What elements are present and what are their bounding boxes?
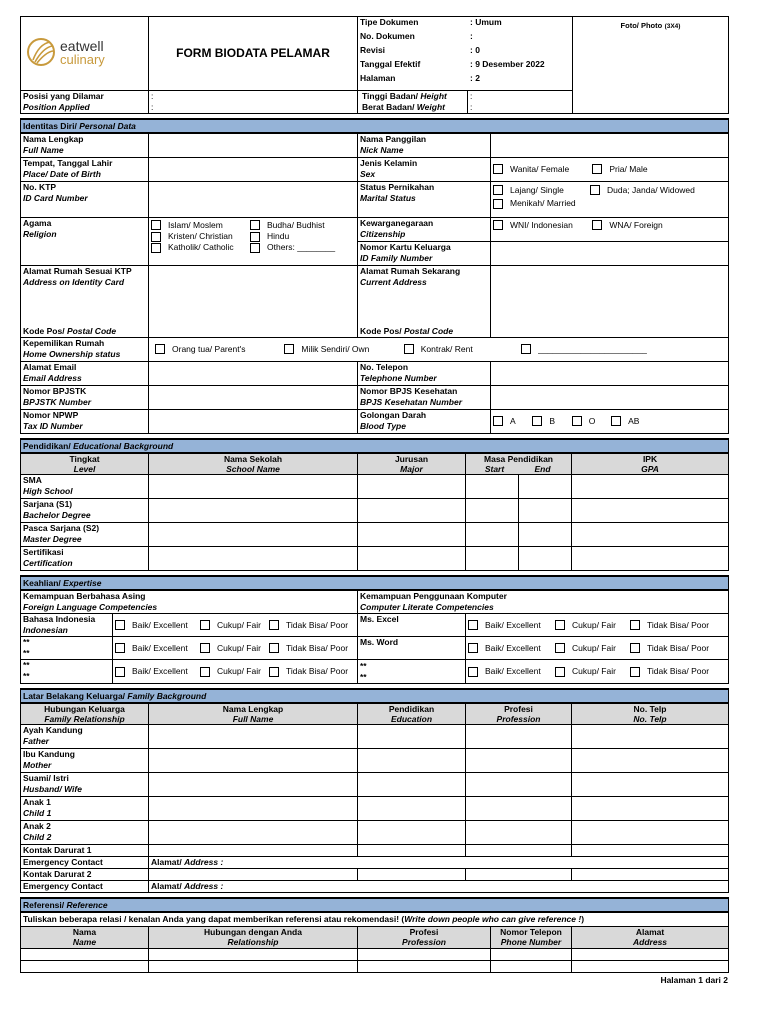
photo-box[interactable]	[573, 17, 729, 114]
fair-checkbox[interactable]	[555, 667, 565, 677]
ktp-input[interactable]	[149, 181, 358, 217]
wni-checkbox[interactable]	[493, 220, 503, 230]
ref-profession-input[interactable]	[358, 961, 491, 973]
end-input[interactable]	[519, 499, 572, 523]
header-full-name: Nama Lengkap Full Name	[149, 703, 358, 725]
gpa-input[interactable]	[572, 547, 729, 571]
fair-checkbox[interactable]	[555, 620, 565, 630]
excellent-checkbox[interactable]	[468, 620, 478, 630]
label-nick-name: Nama Panggilan Nick Name	[358, 133, 491, 157]
option-label: Cukup/ Fair	[572, 666, 616, 677]
ref-address-input[interactable]	[572, 949, 729, 961]
education-level: Sertifikasi Certification	[21, 547, 149, 571]
hindu-checkbox[interactable]	[250, 232, 260, 242]
family-relation: Anak 1 Child 1	[21, 797, 149, 821]
option-label: Baik/ Excellent	[132, 619, 188, 630]
label-home-ownership: Kepemilikan Rumah Home Ownership status	[21, 337, 149, 361]
end-input[interactable]	[519, 475, 572, 499]
excellent-checkbox[interactable]	[115, 620, 125, 630]
major-input[interactable]	[358, 499, 466, 523]
emergency-1-education-input[interactable]	[358, 845, 466, 857]
family-relation: Suami/ Istri Husband/ Wife	[21, 773, 149, 797]
school-input[interactable]	[149, 523, 358, 547]
meta-label: Tipe Dokumen	[360, 17, 419, 27]
option-label: Tidak Bisa/ Poor	[647, 642, 710, 653]
meta-label: Halaman	[360, 73, 396, 83]
header-period: Masa Pendidikan Start End	[466, 453, 572, 475]
option-label: Cukup/ Fair	[217, 619, 261, 630]
language-rating	[113, 660, 358, 684]
family-phone-input[interactable]	[572, 749, 729, 773]
parents-checkbox[interactable]	[155, 344, 165, 354]
major-input[interactable]	[358, 475, 466, 499]
blood-b-checkbox[interactable]	[532, 416, 542, 426]
option-label: Katholik/ Catholic	[168, 242, 234, 253]
option-label: Kristen/ Christian	[168, 231, 233, 241]
poor-checkbox[interactable]	[269, 620, 279, 630]
label-language: Kemampuan Berbahasa Asing Foreign Language Competencies	[21, 590, 358, 614]
ref-phone-input[interactable]	[491, 949, 572, 961]
option-label: Menikah/ Married	[510, 198, 576, 208]
single-checkbox[interactable]	[493, 185, 503, 195]
option-label: Milik Sendiri/ Own	[301, 343, 370, 354]
emergency-2-profession-input[interactable]	[466, 869, 572, 881]
emergency-2-phone-input[interactable]	[572, 869, 729, 881]
citizenship-options	[491, 217, 729, 241]
photo-size: (3X4)	[664, 23, 681, 30]
family-profession-input[interactable]	[466, 797, 572, 821]
education-level: Sarjana (S1) Bachelor Degree	[21, 499, 149, 523]
family-name-input[interactable]	[149, 725, 358, 749]
ref-name-input[interactable]	[21, 961, 149, 973]
ref-name-input[interactable]	[21, 949, 149, 961]
computer-rating	[466, 614, 729, 637]
section-reference: Referensi/ Reference	[21, 898, 729, 912]
header-school: Nama Sekolah School Name	[149, 453, 358, 475]
fair-checkbox[interactable]	[200, 667, 210, 677]
header-phone: No. Telp No. Telp	[572, 703, 729, 725]
label-marital: Status Pernikahan Marital Status	[358, 181, 491, 217]
meta-value: :	[470, 31, 473, 41]
meta-value: : 2	[470, 73, 480, 83]
option-label: Tidak Bisa/ Poor	[647, 619, 710, 630]
full-name-input[interactable]	[149, 133, 358, 157]
start-input[interactable]	[466, 499, 519, 523]
family-name-input[interactable]	[149, 797, 358, 821]
computer-name: Ms. Excel	[358, 614, 466, 637]
option-label: Baik/ Excellent	[485, 666, 541, 677]
option-label: A	[510, 415, 516, 426]
label-current-address: Alamat Rumah Sekarang Current Address Kode Pos/ Postal Code	[358, 265, 491, 337]
option-label: Wanita/ Female	[510, 163, 570, 174]
position-label: Posisi yang Dilamar Position Applied	[21, 91, 149, 114]
section-education: Pendidikan/ Educational Background	[21, 439, 729, 453]
ref-address-input[interactable]	[572, 961, 729, 973]
language-name: ** **	[21, 637, 113, 660]
emergency-1-phone-input[interactable]	[572, 845, 729, 857]
option-label: Cukup/ Fair	[572, 642, 616, 653]
emergency-contact-1-label: Kontak Darurat 1	[21, 845, 149, 857]
option-label: Pria/ Male	[609, 163, 648, 174]
language-rating	[113, 614, 358, 637]
option-label: Cukup/ Fair	[217, 666, 261, 677]
emergency-1-name-input[interactable]	[149, 845, 358, 857]
section-personal-data: Identitas Diri/ Personal Data	[21, 119, 729, 133]
ktp-address-input[interactable]	[149, 265, 358, 337]
photo-label: Foto/ Photo	[620, 21, 663, 30]
section-family: Latar Belakang Keluarga/ Family Background	[21, 689, 729, 703]
meta-value: : Umum	[470, 17, 502, 27]
label-email: Alamat Email Email Address	[21, 361, 149, 385]
excellent-checkbox[interactable]	[468, 667, 478, 677]
eatwell-logo-icon	[23, 32, 145, 72]
family-phone-input[interactable]	[572, 725, 729, 749]
gpa-input[interactable]	[572, 523, 729, 547]
label-citizenship: Kewarganegaraan Citizenship	[358, 217, 491, 241]
label-blood-type: Golongan Darah Blood Type	[358, 409, 491, 433]
family-phone-input[interactable]	[572, 821, 729, 845]
family-relation: Ayah Kandung Father	[21, 725, 149, 749]
blood-type-options	[491, 409, 729, 433]
option-label: Baik/ Excellent	[132, 642, 188, 653]
end-input[interactable]	[519, 547, 572, 571]
home-ownership-options	[149, 337, 729, 361]
meta-value: : 0	[470, 45, 480, 55]
family-relation: Anak 2 Child 2	[21, 821, 149, 845]
ref-relationship-input[interactable]	[149, 949, 358, 961]
computer-name: ** **	[358, 660, 466, 684]
blood-o-checkbox[interactable]	[572, 416, 582, 426]
option-label: O	[588, 415, 596, 426]
poor-checkbox[interactable]	[269, 667, 279, 677]
option-label: Budha/ Budhist	[267, 219, 325, 230]
sex-male-checkbox[interactable]	[592, 164, 602, 174]
current-address-input[interactable]	[491, 265, 729, 337]
computer-rating	[466, 660, 729, 684]
family-name-input[interactable]	[149, 749, 358, 773]
label-bpjs-kesehatan: Nomor BPJS Kesehatan BPJS Kesehatan Number	[358, 385, 491, 409]
poor-checkbox[interactable]	[630, 620, 640, 630]
label-ktp: No. KTP ID Card Number	[21, 181, 149, 217]
computer-rating	[466, 637, 729, 660]
label-full-name: Nama Lengkap Full Name	[21, 133, 149, 157]
form-header	[20, 16, 729, 114]
widowed-checkbox[interactable]	[590, 185, 600, 195]
marital-options	[491, 181, 729, 217]
ref-header-profession: Profesi Profession	[358, 927, 491, 949]
own-checkbox[interactable]	[284, 344, 294, 354]
option-label: Baik/ Excellent	[485, 619, 541, 630]
family-education-input[interactable]	[358, 821, 466, 845]
label-religion: Agama Religion	[21, 217, 149, 265]
major-input[interactable]	[358, 523, 466, 547]
other-ownership-checkbox[interactable]	[521, 344, 531, 354]
bpjstk-input[interactable]	[149, 385, 358, 409]
section-expertise: Keahlian/ Expertise	[21, 576, 729, 590]
fair-checkbox[interactable]	[200, 620, 210, 630]
family-id-input[interactable]	[491, 241, 729, 265]
label-family-id: Nomor Kartu Keluarga ID Family Number	[358, 241, 491, 265]
option-label: AB	[628, 415, 640, 426]
meta-value: : 9 Desember 2022	[470, 59, 545, 69]
ref-phone-input[interactable]	[491, 961, 572, 973]
birth-input[interactable]	[149, 157, 358, 181]
gpa-input[interactable]	[572, 475, 729, 499]
start-input[interactable]	[466, 547, 519, 571]
family-name-input[interactable]	[149, 821, 358, 845]
ref-header-relationship: Hubungan dengan Anda Relationship	[149, 927, 358, 949]
option-label: Lajang/ Single	[510, 184, 564, 195]
ref-profession-input[interactable]	[358, 949, 491, 961]
option-label: Tidak Bisa/ Poor	[647, 666, 710, 677]
option-label: WNA/ Foreign	[609, 219, 663, 230]
married-checkbox[interactable]	[493, 199, 503, 209]
start-input[interactable]	[466, 523, 519, 547]
poor-checkbox[interactable]	[630, 667, 640, 677]
document-meta	[358, 17, 573, 91]
emergency-2-name-input[interactable]	[149, 869, 358, 881]
logo-text-top: eatwell	[60, 38, 104, 54]
kristen-checkbox[interactable]	[151, 232, 161, 242]
school-input[interactable]	[149, 475, 358, 499]
height-weight-input[interactable]: : :	[468, 91, 573, 114]
blood-a-checkbox[interactable]	[493, 416, 503, 426]
meta-label: Tanggal Efektif	[360, 59, 421, 69]
major-input[interactable]	[358, 547, 466, 571]
option-label: Cukup/ Fair	[217, 642, 261, 653]
computer-name: Ms. Word	[358, 637, 466, 660]
option-label: Others: ________	[267, 242, 336, 253]
label-telephone: No. Telepon Telephone Number	[358, 361, 491, 385]
header-relationship: Hubungan Keluarga Family Relationship	[21, 703, 149, 725]
family-education-input[interactable]	[358, 725, 466, 749]
education-level: SMA High School	[21, 475, 149, 499]
form-title: FORM BIODATA PELAMAR	[149, 17, 358, 91]
start-input[interactable]	[466, 475, 519, 499]
language-name: Bahasa Indonesia Indonesian	[21, 614, 113, 637]
header-major: Jurusan Major	[358, 453, 466, 475]
page-number: Halaman 1 dari 2	[660, 975, 728, 985]
label-sex: Jenis Kelamin Sex	[358, 157, 491, 181]
rent-checkbox[interactable]	[404, 344, 414, 354]
excellent-checkbox[interactable]	[468, 643, 478, 653]
emergency-contact-2-label: Kontak Darurat 2	[21, 869, 149, 881]
npwp-input[interactable]	[149, 409, 358, 433]
language-rating	[113, 637, 358, 660]
family-phone-input[interactable]	[572, 797, 729, 821]
position-input[interactable]: : :	[149, 91, 358, 114]
meta-label: Revisi	[360, 45, 386, 55]
family-education-input[interactable]	[358, 773, 466, 797]
label-birth: Tempat, Tanggal Lahir Place/ Date of Birth	[21, 157, 149, 181]
family-profession-input[interactable]	[466, 725, 572, 749]
label-ktp-address: Alamat Rumah Sesuai KTP Address on Identity Card Kode Pos/ Postal Code	[21, 265, 149, 337]
fair-checkbox[interactable]	[200, 643, 210, 653]
family-profession-input[interactable]	[466, 749, 572, 773]
option-label: Tidak Bisa/ Poor	[286, 642, 349, 653]
emergency-2-address-input[interactable]: Alamat/ Address :	[149, 881, 729, 893]
bpjs-kesehatan-input[interactable]	[491, 385, 729, 409]
logo	[21, 17, 149, 91]
sex-female-checkbox[interactable]	[493, 164, 503, 174]
header-education: Pendidikan Education	[358, 703, 466, 725]
emergency-1-profession-input[interactable]	[466, 845, 572, 857]
label-computer: Kemampuan Penggunaan Komputer Computer Literate Competencies	[358, 590, 729, 614]
nick-name-input[interactable]	[491, 133, 729, 157]
ref-header-address: Alamat Address	[572, 927, 729, 949]
height-weight-label: Tinggi Badan/ Height Berat Badan/ Weight	[358, 91, 468, 114]
option-label: Baik/ Excellent	[132, 666, 188, 677]
meta-label: No. Dokumen	[360, 31, 415, 41]
excellent-checkbox[interactable]	[115, 643, 125, 653]
email-input[interactable]	[149, 361, 358, 385]
option-label: Duda; Janda/ Widowed	[607, 184, 695, 195]
reference-table	[20, 897, 729, 973]
form-page	[20, 16, 728, 985]
family-name-input[interactable]	[149, 773, 358, 797]
family-table	[20, 688, 729, 893]
others-checkbox[interactable]	[250, 243, 260, 253]
religion-options	[149, 217, 358, 265]
skills-table	[20, 575, 729, 684]
poor-checkbox[interactable]	[269, 643, 279, 653]
fair-checkbox[interactable]	[555, 643, 565, 653]
option-label: _______________________	[538, 343, 647, 354]
label-npwp: Nomor NPWP Tax ID Number	[21, 409, 149, 433]
education-table	[20, 438, 729, 572]
option-label: Cukup/ Fair	[572, 619, 616, 630]
option-label: Tidak Bisa/ Poor	[286, 666, 349, 677]
personal-data-table	[20, 118, 729, 434]
family-education-input[interactable]	[358, 749, 466, 773]
option-label: Baik/ Excellent	[485, 642, 541, 653]
emergency-1-address-input[interactable]: Alamat/ Address :	[149, 857, 729, 869]
gpa-input[interactable]	[572, 499, 729, 523]
emergency-contact-label: Emergency Contact	[21, 881, 149, 893]
katholik-checkbox[interactable]	[151, 243, 161, 253]
family-relation: Ibu Kandung Mother	[21, 749, 149, 773]
ref-header-name: Nama Name	[21, 927, 149, 949]
poor-checkbox[interactable]	[630, 643, 640, 653]
end-input[interactable]	[519, 523, 572, 547]
excellent-checkbox[interactable]	[115, 667, 125, 677]
option-label: B	[549, 415, 556, 426]
school-input[interactable]	[149, 499, 358, 523]
option-label: Orang tua/ Parent's	[172, 343, 246, 354]
education-level: Pasca Sarjana (S2) Master Degree	[21, 523, 149, 547]
option-label: Islam/ Moslem	[168, 219, 223, 230]
option-label: Kontrak/ Rent	[420, 343, 473, 354]
header-gpa: IPK GPA	[572, 453, 729, 475]
reference-note: Tuliskan beberapa relasi / kenalan Anda yang dapat memberikan referensi atau rekomendasi! (Write down people who can give reference !)	[21, 912, 729, 927]
emergency-contact-label: Emergency Contact	[21, 857, 149, 869]
option-label: Hindu	[267, 231, 290, 241]
sex-options	[491, 157, 729, 181]
header-level: Tingkat Level	[21, 453, 149, 475]
ref-relationship-input[interactable]	[149, 961, 358, 973]
option-label: WNI/ Indonesian	[510, 219, 573, 230]
logo-text-bottom: culinary	[60, 52, 105, 67]
blood-ab-checkbox[interactable]	[611, 416, 621, 426]
family-profession-input[interactable]	[466, 821, 572, 845]
telephone-input[interactable]	[491, 361, 729, 385]
family-phone-input[interactable]	[572, 773, 729, 797]
label-bpjstk: Nomor BPJSTK BPJSTK Number	[21, 385, 149, 409]
family-education-input[interactable]	[358, 797, 466, 821]
language-name: ** **	[21, 660, 113, 684]
school-input[interactable]	[149, 547, 358, 571]
emergency-2-education-input[interactable]	[358, 869, 466, 881]
header-profession: Profesi Profession	[466, 703, 572, 725]
budha-checkbox[interactable]	[250, 220, 260, 230]
wna-checkbox[interactable]	[592, 220, 602, 230]
islam-checkbox[interactable]	[151, 220, 161, 230]
family-profession-input[interactable]	[466, 773, 572, 797]
option-label: Tidak Bisa/ Poor	[286, 619, 349, 630]
ref-header-phone: Nomor Telepon Phone Number	[491, 927, 572, 949]
